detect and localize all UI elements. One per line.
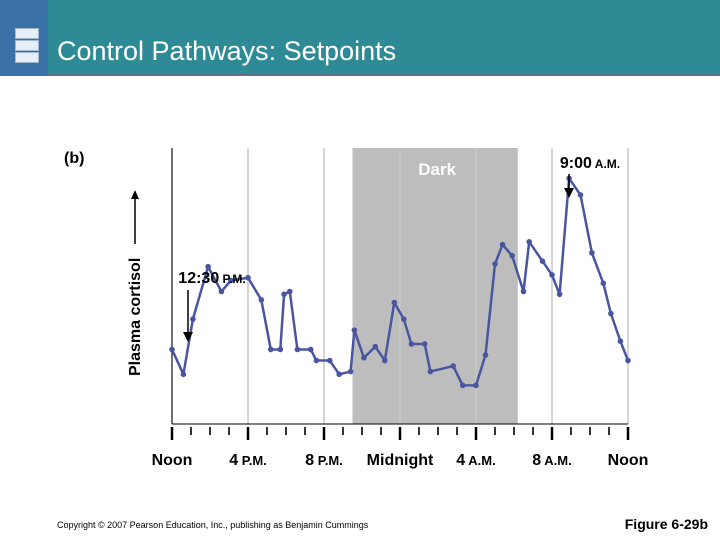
data-point: [373, 344, 379, 350]
panel-label: (b): [64, 150, 85, 167]
data-point: [422, 341, 428, 347]
x-tick-label: Midnight: [366, 452, 434, 469]
data-point: [181, 372, 187, 378]
data-point: [295, 347, 301, 353]
data-point: [601, 280, 607, 286]
data-point: [578, 192, 584, 198]
data-point: [308, 347, 314, 353]
data-point: [281, 291, 287, 297]
data-point: [521, 289, 527, 295]
data-point: [392, 300, 398, 306]
y-axis-label: Plasma cortisol: [127, 257, 144, 376]
data-point: [352, 327, 358, 333]
annotation-900-am: 9:00 A.M.: [559, 155, 621, 172]
plot-layer: [152, 148, 649, 469]
x-tick-label: Noon: [607, 452, 649, 469]
data-point: [492, 261, 498, 267]
data-point: [473, 383, 479, 389]
data-point: [348, 369, 354, 375]
data-point: [401, 316, 407, 322]
data-point: [382, 358, 388, 364]
data-point: [190, 316, 196, 322]
data-point: [409, 341, 415, 347]
y-axis-label-group: [127, 190, 144, 376]
figure-label: Figure 6-29b: [624, 516, 708, 532]
data-point: [219, 289, 225, 295]
dark-period-label: Dark: [418, 160, 457, 179]
data-point: [314, 358, 320, 364]
copyright-text: Copyright © 2007 Pearson Education, Inc., publishing as Benjamin Cummings: [57, 520, 369, 530]
y-axis-arrow-head-icon: [131, 190, 139, 199]
data-point: [608, 311, 614, 317]
annotation-1230-pm: 12:30 P.M.: [178, 270, 246, 287]
data-point: [557, 291, 563, 297]
data-point: [500, 242, 506, 248]
data-point: [287, 289, 293, 295]
annotation-900-arrow-icon: [564, 188, 574, 198]
data-point: [625, 358, 631, 364]
x-tick-label: 8 A.M.: [532, 452, 572, 469]
data-point: [483, 352, 489, 358]
slide-title: Control Pathways: Setpoints: [57, 36, 397, 66]
x-tick-label: 8 P.M.: [305, 452, 343, 469]
annotation-1230-arrow-icon: [183, 332, 193, 342]
data-point: [361, 355, 367, 361]
data-point: [278, 347, 284, 353]
data-point: [549, 272, 555, 278]
data-point: [268, 347, 274, 353]
data-point: [589, 250, 595, 256]
data-point: [205, 264, 211, 270]
data-point: [460, 383, 466, 389]
data-point: [618, 338, 624, 344]
data-point: [450, 363, 456, 369]
data-point: [336, 372, 342, 378]
data-point: [509, 253, 515, 259]
x-tick-label: 4 A.M.: [456, 452, 496, 469]
data-point: [327, 358, 333, 364]
data-point: [259, 297, 265, 303]
data-point: [245, 275, 251, 281]
data-point: [526, 239, 532, 245]
x-tick-label: 4 P.M.: [229, 452, 267, 469]
data-point: [169, 347, 175, 353]
data-point: [428, 369, 434, 375]
data-point: [540, 258, 546, 264]
x-tick-label: Noon: [151, 452, 193, 469]
